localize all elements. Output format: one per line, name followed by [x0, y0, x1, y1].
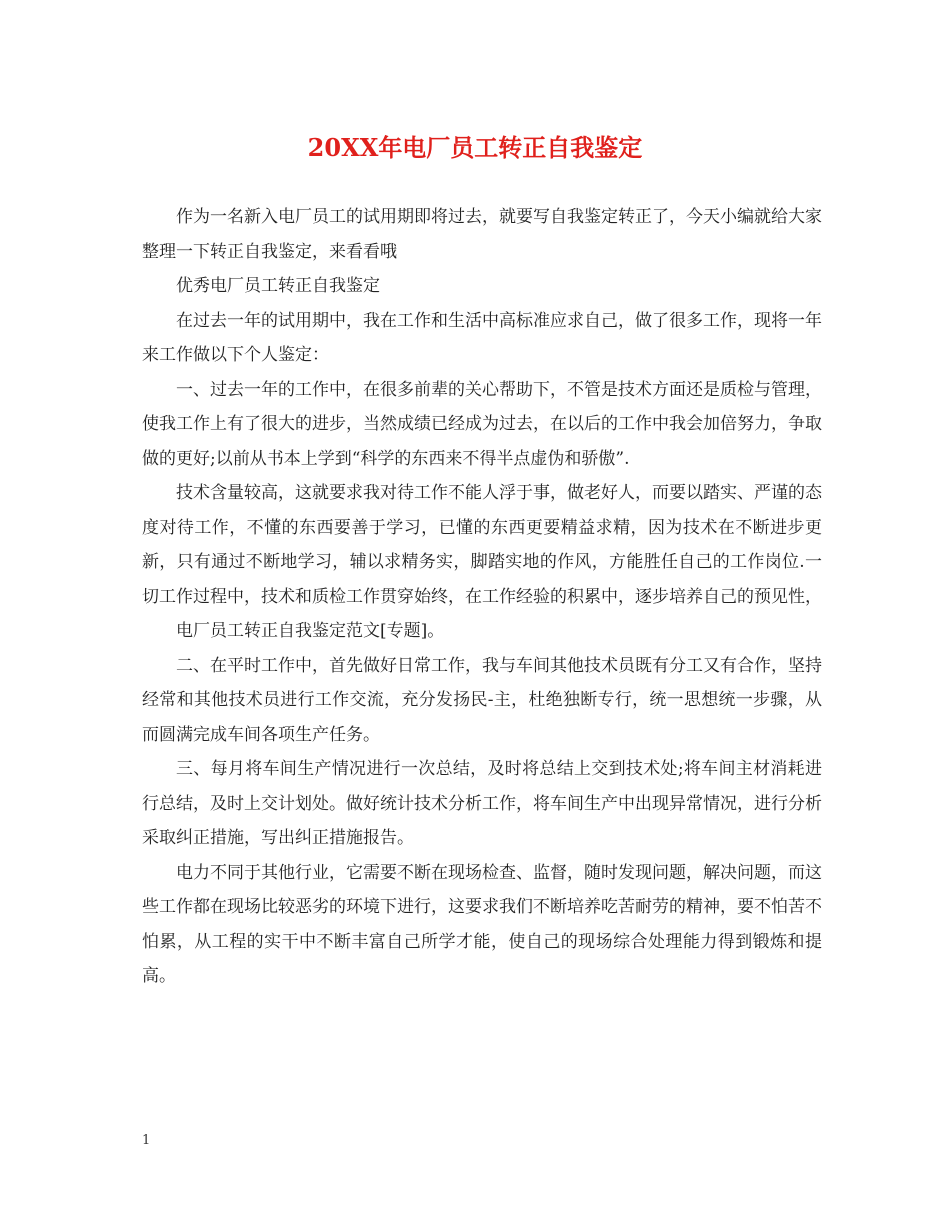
paragraph: 三、每月将车间生产情况进行一次总结，及时将总结上交到技术处;将车间主材消耗进行总结，及时上交计划处。做好统计技术分析工作，将车间生产中出现异常情况，进行分析采取纠正措施，写出纠正措施报告。	[142, 759, 822, 848]
paragraph-subtitle: 优秀电厂员工转正自我鉴定	[176, 276, 380, 296]
paragraph: 在过去一年的试用期中，我在工作和生活中高标准应求自己，做了很多工作，现将一年来工作做以下个人鉴定：	[142, 310, 822, 365]
page-number: 1	[142, 1133, 151, 1148]
paragraph: 一、过去一年的工作中，在很多前辈的关心帮助下，不管是技术方面还是质检与管理，使我工作上有了很大的进步，当然成绩已经成为过去，在以后的工作中我会加倍努力，争取做的更好;以前从书本上学到“科学的东西来不得半点虚伪和骄傲”.	[142, 379, 822, 469]
document-title: 20XX年电厂员工转正自我鉴定	[307, 133, 643, 162]
paragraph: 二、在平时工作中，首先做好日常工作，我与车间其他技术员既有分工又有合作，坚持经常和其他技术员进行工作交流，充分发扬民-主，杜绝独断专行，统一思想统一步骤，从而圆满完成车间各项生产任务。	[142, 655, 822, 745]
document-body	[142, 200, 822, 994]
paragraph: 技术含量较高，这就要求我对待工作不能人浮于事，做老好人，而要以踏实、严谨的态度对待工作，不懂的东西要善于学习，已懂的东西更要精益求精，因为技术在不断进步更新，只有通过不断地学习，辅以求精务实，脚踏实地的作风，方能胜任自己的工作岗位.一切工作过程中，技术和质检工作贯穿始终，在工作经验的积累中，逐步培养自己的预见性，	[142, 483, 822, 607]
paragraph: 电力不同于其他行业，它需要不断在现场检查、监督，随时发现问题，解决问题，而这些工作都在现场比较恶劣的环境下进行，这要求我们不断培养吃苦耐劳的精神，要不怕苦不怕累，从工程的实干中不断丰富自己所学才能，使自己的现场综合处理能力得到锻炼和提高。	[142, 862, 822, 986]
paragraph: 电厂员工转正自我鉴定范文[专题]。	[176, 621, 445, 641]
paragraph-intro: 作为一名新入电厂员工的试用期即将过去，就要写自我鉴定转正了，今天小编就给大家整理一下转正自我鉴定，来看看哦	[142, 207, 822, 262]
